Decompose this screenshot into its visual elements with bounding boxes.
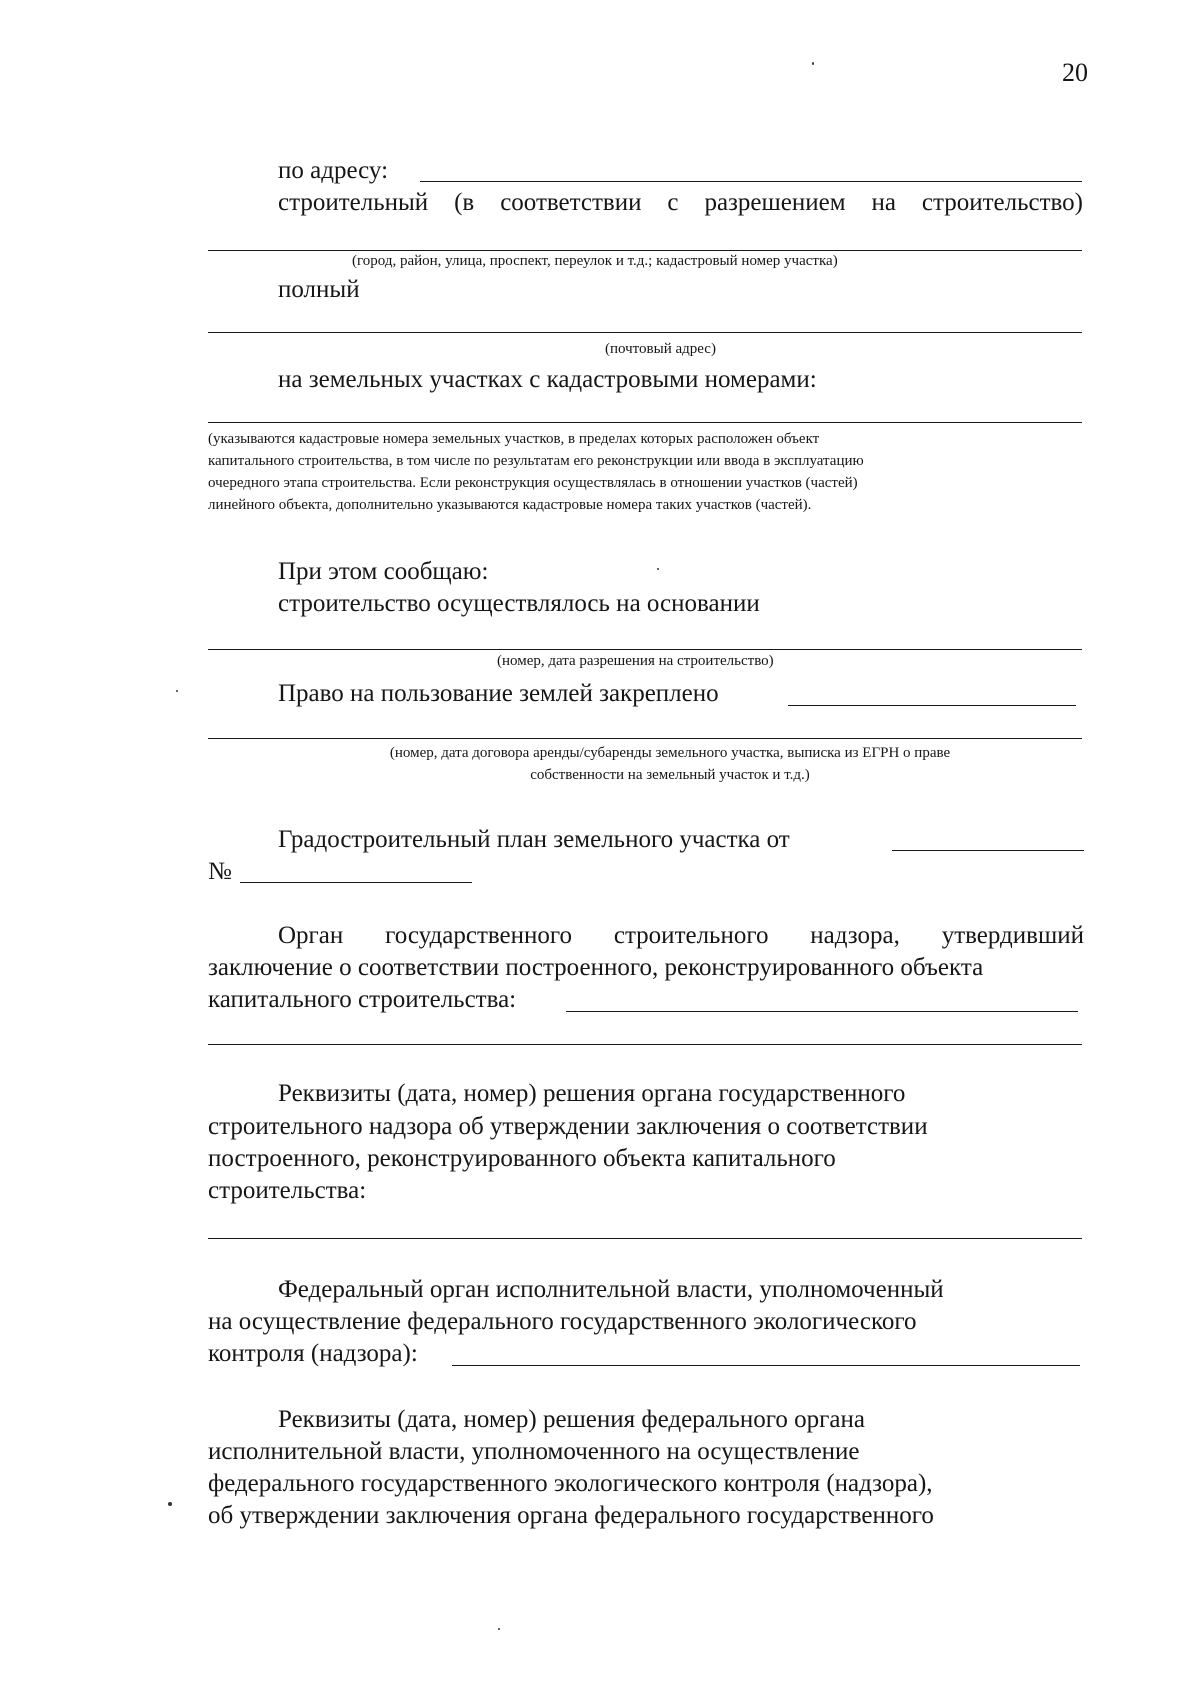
cadastral-note <box>208 428 864 516</box>
full-label: полный <box>278 276 360 303</box>
fed-decision-line-4: об утверждении заключения органа федерального государственного <box>208 1502 934 1529</box>
cadastral-label: на земельных участках с кадастровыми номерами: <box>278 366 817 393</box>
supervision-line-1: Орган государственного строительного надзора, утвердивший <box>278 922 1084 949</box>
basis-label: строительство осуществлялось на основании <box>278 590 760 617</box>
address-fill-line <box>420 181 1082 182</box>
page-number: 20 <box>1062 58 1088 87</box>
cadastral-note-line: капитального строительства, в том числе по результатам его реконструкции или ввода в эксплуатацию <box>208 453 864 469</box>
inform-heading: При этом сообщаю: <box>278 558 489 585</box>
scan-speck <box>168 1502 172 1506</box>
federal-line-3: контроля (надзора): <box>208 1340 418 1367</box>
plan-number-line <box>240 882 472 883</box>
postal-caption: (почтовый адрес) <box>605 341 716 357</box>
scan-speck <box>657 568 659 570</box>
address-line <box>208 250 1082 251</box>
cadastral-note-line: линейного объекта, дополнительно указываются кадастровые номера таких участков (частей). <box>208 497 812 513</box>
supervision-line-3: капитального строительства: <box>208 986 517 1013</box>
permit-caption: (номер, дата разрешения на строительство) <box>497 653 774 669</box>
lease-caption-line: собственности на земельный участок и т.д.) <box>530 767 810 783</box>
land-right-fill-line <box>788 705 1076 706</box>
lease-caption-line: (номер, дата договора аренды/субаренды земельного участка, выписка из ЕГРН о праве <box>389 745 951 761</box>
postal-address-line <box>208 332 1082 333</box>
fed-decision-line-3: федерального государственного экологического контроля (надзора), <box>208 1470 933 1497</box>
address-caption: (город, район, улица, проспект, переулок и т.д.; кадастровый номер участка) <box>352 253 838 269</box>
decision-line-4: строительства: <box>208 1177 367 1204</box>
plan-date-line <box>892 850 1084 851</box>
lease-line <box>208 738 1082 739</box>
federal-line-2: на осуществление федерального государственного экологического <box>208 1308 917 1335</box>
number-sign: № <box>208 858 232 885</box>
scan-speck <box>812 62 814 65</box>
federal-line-1: Федеральный орган исполнительной власти, уполномоченный <box>278 1276 944 1303</box>
plan-label: Градостроительный план земельного участка от <box>278 826 790 853</box>
cadastral-note-line: (указываются кадастровые номера земельных участков, в пределах которых расположен объект <box>208 431 820 447</box>
decision-line-2: строительного надзора об утверждении заключения о соответствии <box>208 1113 928 1140</box>
federal-fill-line <box>452 1365 1080 1366</box>
supervision-line <box>208 1044 1082 1045</box>
land-right-label: Право на пользование землей закреплено <box>278 680 719 707</box>
address-label: по адресу: <box>278 157 389 184</box>
scan-speck <box>498 1628 500 1630</box>
scan-speck <box>176 690 178 692</box>
fed-decision-line-2: исполнительной власти, уполномоченного на осуществление <box>208 1438 860 1465</box>
construction-address-label: строительный (в соответствии с разрешением на строительство) <box>278 189 1083 216</box>
decision-line-3: построенного, реконструированного объекта капитального <box>208 1145 836 1172</box>
cadastral-note-line: очередного этапа строительства. Если реконструкция осуществлялась в отношении участков (частей) <box>208 475 858 491</box>
supervision-line-2: заключение о соответствии построенного, реконструированного объекта <box>208 954 984 981</box>
supervision-fill-line <box>566 1011 1078 1012</box>
decision-line-1: Реквизиты (дата, номер) решения органа государственного <box>278 1080 906 1107</box>
decision-line <box>208 1238 1082 1239</box>
permit-line <box>208 649 1082 650</box>
lease-caption <box>303 742 1037 786</box>
cadastral-line <box>208 422 1082 423</box>
fed-decision-line-1: Реквизиты (дата, номер) решения федерального органа <box>278 1406 865 1433</box>
